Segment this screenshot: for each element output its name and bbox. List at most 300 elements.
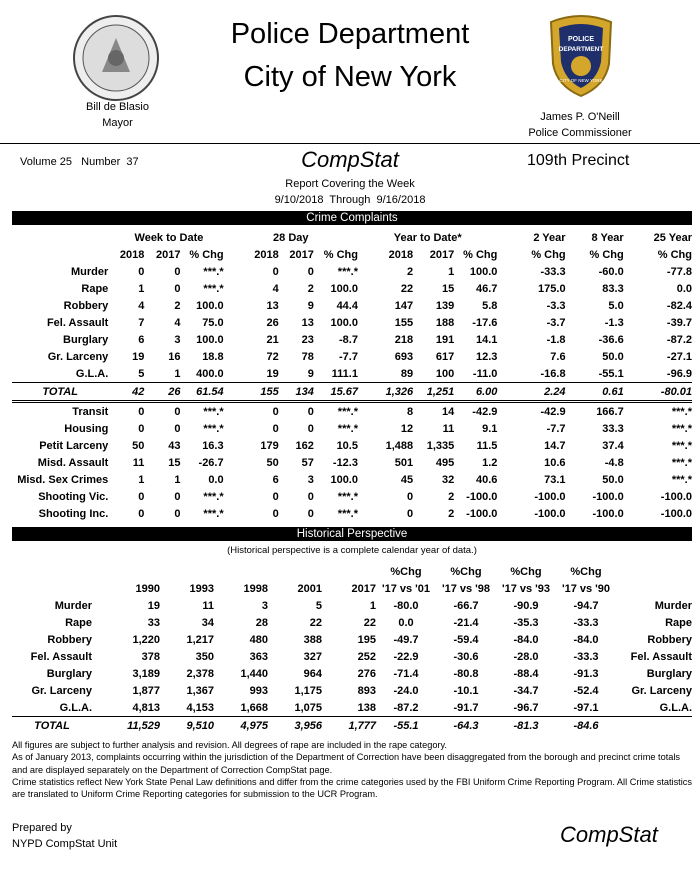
cell-value: 1 xyxy=(138,282,145,295)
cell-value: 363 xyxy=(249,650,268,663)
col-header: 2017 xyxy=(351,582,376,595)
row-label: Rape xyxy=(65,616,92,629)
cell-value: -42.9 xyxy=(540,405,566,418)
row-label: Shooting Vic. xyxy=(38,490,109,503)
cell-value: 5.0 xyxy=(608,299,624,312)
historical-bar: Historical Perspective xyxy=(12,527,692,541)
cell-value: 9 xyxy=(307,367,314,380)
cell-value: 0 xyxy=(307,422,314,435)
row-label: TOTAL xyxy=(12,383,114,402)
cell-value: ***.* xyxy=(337,265,358,278)
cell-value: 0 xyxy=(138,265,145,278)
footnote-3: Crime statistics reflect New York State Penal Law definitions and differ from the crime categories used by the FBI Uniform Crime Reporting Program. All Crime statistics are translated to Uniform Crime Reporting categories for submission to the UCR Program. xyxy=(12,776,692,800)
group-25-year: 25 Year xyxy=(653,231,692,244)
col-header: '17 vs '01 xyxy=(381,582,431,595)
cell-value: -34.7 xyxy=(513,684,539,697)
badge-text-top: POLICE xyxy=(567,36,595,43)
row-label: Robbery xyxy=(63,299,109,312)
row-label: Fel. Assault xyxy=(46,316,109,329)
crime-subheader-row xyxy=(12,246,692,263)
cell-value: 1 xyxy=(174,473,181,486)
cell-value: -100.0 xyxy=(466,490,498,503)
cell-value: -59.4 xyxy=(453,633,479,646)
cell-value: 1.2 xyxy=(482,456,498,469)
cell-value: -16.8 xyxy=(540,367,566,380)
cell-value: -10.1 xyxy=(453,684,479,697)
cell-value: -96.7 xyxy=(513,701,539,714)
table-row xyxy=(12,420,692,437)
row-label: TOTAL xyxy=(12,717,98,735)
footnote-1: All figures are subject to further analysis and revision. All degrees of rape are included in the rape category. xyxy=(12,740,447,750)
prepared-by: Prepared by xyxy=(12,822,72,834)
cell-value: -80.8 xyxy=(453,667,479,680)
group-28-day: 28 Day xyxy=(273,231,309,244)
cell-value: 480 xyxy=(249,633,268,646)
cell-value: -84.0 xyxy=(513,633,539,646)
cell-value: -81.3 xyxy=(496,717,556,735)
cell-value: 14 xyxy=(442,405,455,418)
cell-value: 2 xyxy=(448,490,455,503)
cell-value: 1,877 xyxy=(132,684,160,697)
cell-value: 3 xyxy=(307,473,314,486)
cell-value: 1,175 xyxy=(294,684,322,697)
table-row xyxy=(12,280,692,297)
crime-complaints-bar: Crime Complaints xyxy=(12,211,692,225)
cell-value: ***.* xyxy=(203,490,224,503)
group-2-year: 2 Year xyxy=(533,231,566,244)
cell-value: 4 xyxy=(174,316,181,329)
cell-value: 14.1 xyxy=(475,333,498,346)
historical-table xyxy=(12,563,692,734)
cell-value: -12.3 xyxy=(332,456,358,469)
cell-value: 893 xyxy=(357,684,376,697)
row-label: Misd. Assault xyxy=(37,456,109,469)
crime-complaints-section xyxy=(12,229,692,522)
cell-value: 134 xyxy=(279,383,314,402)
cell-value: 175.0 xyxy=(538,282,566,295)
cell-value: -100.0 xyxy=(592,490,624,503)
cell-value: 1,440 xyxy=(240,667,268,680)
col-header: 1993 xyxy=(189,582,214,595)
cell-value: 1 xyxy=(369,599,376,612)
nypd-badge-icon xyxy=(545,14,617,98)
row-label: Burglary xyxy=(63,333,109,346)
cell-value: 34 xyxy=(201,616,214,629)
page-title-line2: City of New York xyxy=(243,61,457,93)
cell-value: 18.8 xyxy=(202,350,224,363)
cell-value: 0 xyxy=(407,490,414,503)
cell-value: 83.3 xyxy=(602,282,624,295)
cell-value: 6 xyxy=(272,473,279,486)
cell-value: -21.4 xyxy=(453,616,479,629)
cell-value: 4 xyxy=(138,299,145,312)
cell-value: 617 xyxy=(435,350,455,363)
col-header: 2017 xyxy=(429,248,455,261)
row-label-right xyxy=(616,717,692,735)
cell-value: 501 xyxy=(394,456,414,469)
cell-value: 155 xyxy=(224,383,279,402)
cell-value: 15 xyxy=(168,456,181,469)
cell-value: 1 xyxy=(448,265,455,278)
cell-value: 5.8 xyxy=(482,299,498,312)
cell-value: 12.3 xyxy=(475,350,498,363)
cell-value: 22 xyxy=(309,616,322,629)
cell-value: ***.* xyxy=(203,507,224,520)
cell-value: 191 xyxy=(435,333,455,346)
cell-value: 50 xyxy=(266,456,279,469)
cell-value: 12 xyxy=(400,422,414,435)
cell-value: -88.4 xyxy=(513,667,539,680)
cell-value: 23 xyxy=(301,333,314,346)
cell-value: 19 xyxy=(132,350,145,363)
cell-value: 0.0 xyxy=(398,616,414,629)
cell-value: 0 xyxy=(174,490,181,503)
table-row xyxy=(12,331,692,348)
cell-value: -11.0 xyxy=(472,367,498,380)
cell-value: 9 xyxy=(307,299,314,312)
cell-value: 9.1 xyxy=(482,422,498,435)
cell-value: 2.24 xyxy=(497,383,565,402)
precinct-label: 109th Precinct xyxy=(527,152,630,169)
cell-value: 0 xyxy=(138,490,145,503)
row-label: Misd. Sex Crimes xyxy=(17,473,109,486)
group-week-to-date: Week to Date xyxy=(134,231,204,244)
cell-value: 33.3 xyxy=(602,422,624,435)
row-label: G.L.A. xyxy=(75,367,109,380)
cell-value: -27.1 xyxy=(666,350,692,363)
row-label: Transit xyxy=(72,405,109,418)
cell-value: 26 xyxy=(266,316,279,329)
col-header: % Chg xyxy=(657,248,692,261)
cell-value: ***.* xyxy=(337,490,358,503)
badge-text-mid: DEPARTMENT xyxy=(558,46,604,53)
cell-value: 147 xyxy=(394,299,414,312)
cell-value: 0 xyxy=(174,405,181,418)
cell-value: -3.7 xyxy=(546,316,566,329)
cell-value: -1.3 xyxy=(604,316,624,329)
table-row xyxy=(12,699,692,717)
cell-value: -100.0 xyxy=(660,507,692,520)
cell-value: 6.00 xyxy=(454,383,497,402)
col-header: % Chg xyxy=(189,248,224,261)
cell-value: -30.6 xyxy=(453,650,479,663)
cell-value: 4,975 xyxy=(214,717,268,735)
cell-value: 1,326 xyxy=(358,383,413,402)
cell-value: 0 xyxy=(174,282,181,295)
spacer xyxy=(12,580,98,597)
col-header: 2017 xyxy=(155,248,181,261)
cell-value: 139 xyxy=(435,299,455,312)
table-row xyxy=(12,682,692,699)
cell-value: 1 xyxy=(174,367,181,380)
cell-value: ***.* xyxy=(203,422,224,435)
cell-value: -80.0 xyxy=(393,599,419,612)
cell-value: 2,378 xyxy=(186,667,214,680)
cell-value: 195 xyxy=(357,633,376,646)
cell-value: -90.9 xyxy=(513,599,539,612)
commissioner-name: James P. O'Neill xyxy=(540,111,620,123)
cell-value: ***.* xyxy=(671,473,692,486)
cell-value: 78 xyxy=(301,350,314,363)
cell-value: -33.3 xyxy=(573,616,599,629)
cell-value: 495 xyxy=(435,456,455,469)
table-row xyxy=(12,454,692,471)
cell-value: -52.4 xyxy=(573,684,599,697)
row-label: Murder xyxy=(71,265,109,278)
cell-value: ***.* xyxy=(671,422,692,435)
cell-value: 100.0 xyxy=(330,282,358,295)
cell-value: -55.1 xyxy=(598,367,624,380)
col-header: 1990 xyxy=(135,582,160,595)
cell-value: 138 xyxy=(357,701,376,714)
table-row xyxy=(12,314,692,331)
cell-value: -33.3 xyxy=(540,265,566,278)
footnotes xyxy=(12,739,696,800)
cell-value: 100.0 xyxy=(330,473,358,486)
chg-label: %Chg xyxy=(510,565,542,578)
cell-value: 42 xyxy=(114,383,144,402)
cell-value: 0 xyxy=(138,405,145,418)
cell-value: 0.0 xyxy=(676,282,692,295)
cell-value: -64.3 xyxy=(436,717,496,735)
cell-value: ***.* xyxy=(203,265,224,278)
cell-value: 0 xyxy=(272,507,279,520)
row-label: Burglary xyxy=(46,667,92,680)
cell-value: 0 xyxy=(272,405,279,418)
cell-value: 57 xyxy=(301,456,314,469)
row-label-right: G.L.A. xyxy=(659,701,692,714)
cell-value: 16 xyxy=(168,350,181,363)
cell-value: 218 xyxy=(394,333,414,346)
table-row xyxy=(12,437,692,454)
cell-value: 13 xyxy=(266,299,279,312)
cell-value: 1,777 xyxy=(322,717,376,735)
table-row xyxy=(12,297,692,314)
cell-value: 40.6 xyxy=(475,473,498,486)
cell-value: 22 xyxy=(363,616,376,629)
cell-value: 44.4 xyxy=(336,299,358,312)
cell-value: 179 xyxy=(260,439,279,452)
cell-value: 33 xyxy=(147,616,160,629)
col-header: % Chg xyxy=(531,248,566,261)
cell-value: 166.7 xyxy=(596,405,624,418)
group-ytd: Year to Date* xyxy=(393,231,462,244)
cell-value: -7.7 xyxy=(546,422,566,435)
cell-value: 11 xyxy=(132,456,145,469)
cell-value: 1 xyxy=(138,473,145,486)
cell-value: -8.7 xyxy=(339,333,358,346)
cell-value: 100.0 xyxy=(196,333,224,346)
cell-value: 388 xyxy=(303,633,322,646)
cell-value: 0 xyxy=(307,507,314,520)
row-label-right: Gr. Larceny xyxy=(631,684,692,697)
cell-value: 1,335 xyxy=(426,439,455,452)
cell-value: -66.7 xyxy=(453,599,479,612)
cell-value: 155 xyxy=(394,316,414,329)
col-header: '17 vs '90 xyxy=(561,582,611,595)
col-header: 2018 xyxy=(119,248,145,261)
cell-value: 72 xyxy=(266,350,279,363)
cell-value: 964 xyxy=(303,667,322,680)
cell-value: -91.3 xyxy=(573,667,599,680)
cell-value: 28 xyxy=(255,616,268,629)
cell-value: -3.3 xyxy=(546,299,566,312)
cell-value: 45 xyxy=(400,473,414,486)
cell-value: 0 xyxy=(272,422,279,435)
cell-value: 6 xyxy=(138,333,145,346)
cell-value: 89 xyxy=(400,367,414,380)
row-label: Murder xyxy=(54,599,92,612)
cell-value: 252 xyxy=(357,650,376,663)
cell-value: 50.0 xyxy=(602,350,624,363)
cell-value: -1.8 xyxy=(546,333,566,346)
chg-label: %Chg xyxy=(570,565,602,578)
report-covering: Report Covering the Week xyxy=(285,178,415,190)
table-row xyxy=(12,402,692,421)
badge-text-bottom: CITY OF NEW YORK xyxy=(559,78,603,83)
row-label: Fel. Assault xyxy=(30,650,92,663)
cell-value: 50.0 xyxy=(602,473,624,486)
cell-value: -94.7 xyxy=(573,599,599,612)
total-row xyxy=(12,383,692,402)
cell-value: 100.0 xyxy=(469,265,498,278)
cell-value: 100.0 xyxy=(330,316,358,329)
cell-value: -84.6 xyxy=(556,717,616,735)
compstat-heading: CompStat xyxy=(301,147,399,172)
cell-value: -26.7 xyxy=(198,456,224,469)
cell-value: 1,367 xyxy=(186,684,214,697)
crime-complaints-table xyxy=(12,229,692,522)
historical-chg-row xyxy=(12,563,692,580)
spacer xyxy=(214,563,268,580)
cell-value: ***.* xyxy=(337,507,358,520)
cell-value: -7.7 xyxy=(339,350,358,363)
cell-value: 4 xyxy=(272,282,279,295)
cell-value: -96.9 xyxy=(666,367,692,380)
row-label-right: Fel. Assault xyxy=(630,650,692,663)
cell-value: 4,813 xyxy=(132,701,160,714)
table-row xyxy=(12,488,692,505)
cell-value: -100.0 xyxy=(466,507,498,520)
report-dates: 9/10/2018 Through 9/16/2018 xyxy=(274,194,426,206)
cell-value: 1,217 xyxy=(186,633,214,646)
cell-value: -87.2 xyxy=(666,333,692,346)
header-divider xyxy=(0,143,700,144)
col-header: 2017 xyxy=(289,248,314,261)
row-label: Robbery xyxy=(47,633,92,646)
cell-value: 22 xyxy=(400,282,414,295)
cell-value: -35.3 xyxy=(513,616,539,629)
mayor-name: Bill de Blasio xyxy=(86,101,149,113)
col-header: % Chg xyxy=(589,248,624,261)
table-row xyxy=(12,348,692,365)
cell-value: -87.2 xyxy=(393,701,419,714)
col-header: 1998 xyxy=(243,582,268,595)
cell-value: 11,529 xyxy=(98,717,160,735)
cell-value: 0.0 xyxy=(208,473,224,486)
row-label-right: Rape xyxy=(665,616,692,629)
cell-value: 9,510 xyxy=(160,717,214,735)
cell-value: 15 xyxy=(442,282,455,295)
cell-value: 0 xyxy=(174,507,181,520)
cell-value: -100.0 xyxy=(592,507,624,520)
cell-value: 16.3 xyxy=(202,439,224,452)
col-header: % Chg xyxy=(323,248,358,261)
cell-value: -77.8 xyxy=(666,265,692,278)
mayor-title: Mayor xyxy=(102,117,133,129)
cell-value: 21 xyxy=(266,333,279,346)
cell-value: 2 xyxy=(407,265,414,278)
cell-value: -80.01 xyxy=(624,383,692,402)
chg-label: %Chg xyxy=(390,565,422,578)
cell-value: -22.9 xyxy=(393,650,419,663)
cell-value: 0 xyxy=(272,265,279,278)
row-label: Petit Larceny xyxy=(39,439,109,452)
table-row xyxy=(12,597,692,614)
cell-value: -91.7 xyxy=(453,701,479,714)
cell-value: -97.1 xyxy=(573,701,599,714)
cell-value: ***.* xyxy=(337,405,358,418)
row-label: G.L.A. xyxy=(59,701,92,714)
cell-value: 73.1 xyxy=(544,473,566,486)
prepared-unit: NYPD CompStat Unit xyxy=(12,838,118,850)
cell-value: 61.54 xyxy=(180,383,223,402)
cell-value: 0 xyxy=(307,490,314,503)
spacer xyxy=(616,563,692,580)
cell-value: -33.3 xyxy=(573,650,599,663)
cell-value: 8 xyxy=(407,405,414,418)
cell-value: 0 xyxy=(138,507,145,520)
spacer xyxy=(616,580,692,597)
table-row xyxy=(12,365,692,383)
city-seal-icon xyxy=(72,14,160,102)
cell-value: 0 xyxy=(407,507,414,520)
cell-value: -24.0 xyxy=(393,684,419,697)
cell-value: 7 xyxy=(138,316,145,329)
cell-value: -84.0 xyxy=(573,633,599,646)
cell-value: ***.* xyxy=(203,282,224,295)
cell-value: 15.67 xyxy=(314,383,358,402)
historical-header-row xyxy=(12,580,692,597)
table-row xyxy=(12,665,692,682)
cell-value: -39.7 xyxy=(666,316,692,329)
cell-value: -49.7 xyxy=(393,633,419,646)
cell-value: 1,668 xyxy=(240,701,268,714)
cell-value: 5 xyxy=(315,599,322,612)
cell-value: 100 xyxy=(435,367,455,380)
cell-value: 37.4 xyxy=(602,439,624,452)
cell-value: 13 xyxy=(301,316,314,329)
cell-value: 2 xyxy=(307,282,314,295)
cell-value: 5 xyxy=(138,367,145,380)
table-row xyxy=(12,263,692,280)
cell-value: 1,251 xyxy=(413,383,454,402)
cell-value: 0 xyxy=(307,405,314,418)
cell-value: ***.* xyxy=(671,456,692,469)
cell-value: ***.* xyxy=(671,405,692,418)
commissioner-title: Police Commissioner xyxy=(528,127,632,139)
cell-value: 11 xyxy=(202,599,214,612)
cell-value: 0 xyxy=(138,422,145,435)
historical-note: (Historical perspective is a complete calendar year of data.) xyxy=(227,545,477,556)
cell-value: 7.6 xyxy=(550,350,566,363)
cell-value: 75.0 xyxy=(202,316,224,329)
cell-value: 11 xyxy=(442,422,455,435)
row-label-right: Burglary xyxy=(646,667,692,680)
table-row xyxy=(12,471,692,488)
cell-value: 1,075 xyxy=(294,701,322,714)
col-header: 2018 xyxy=(254,248,279,261)
